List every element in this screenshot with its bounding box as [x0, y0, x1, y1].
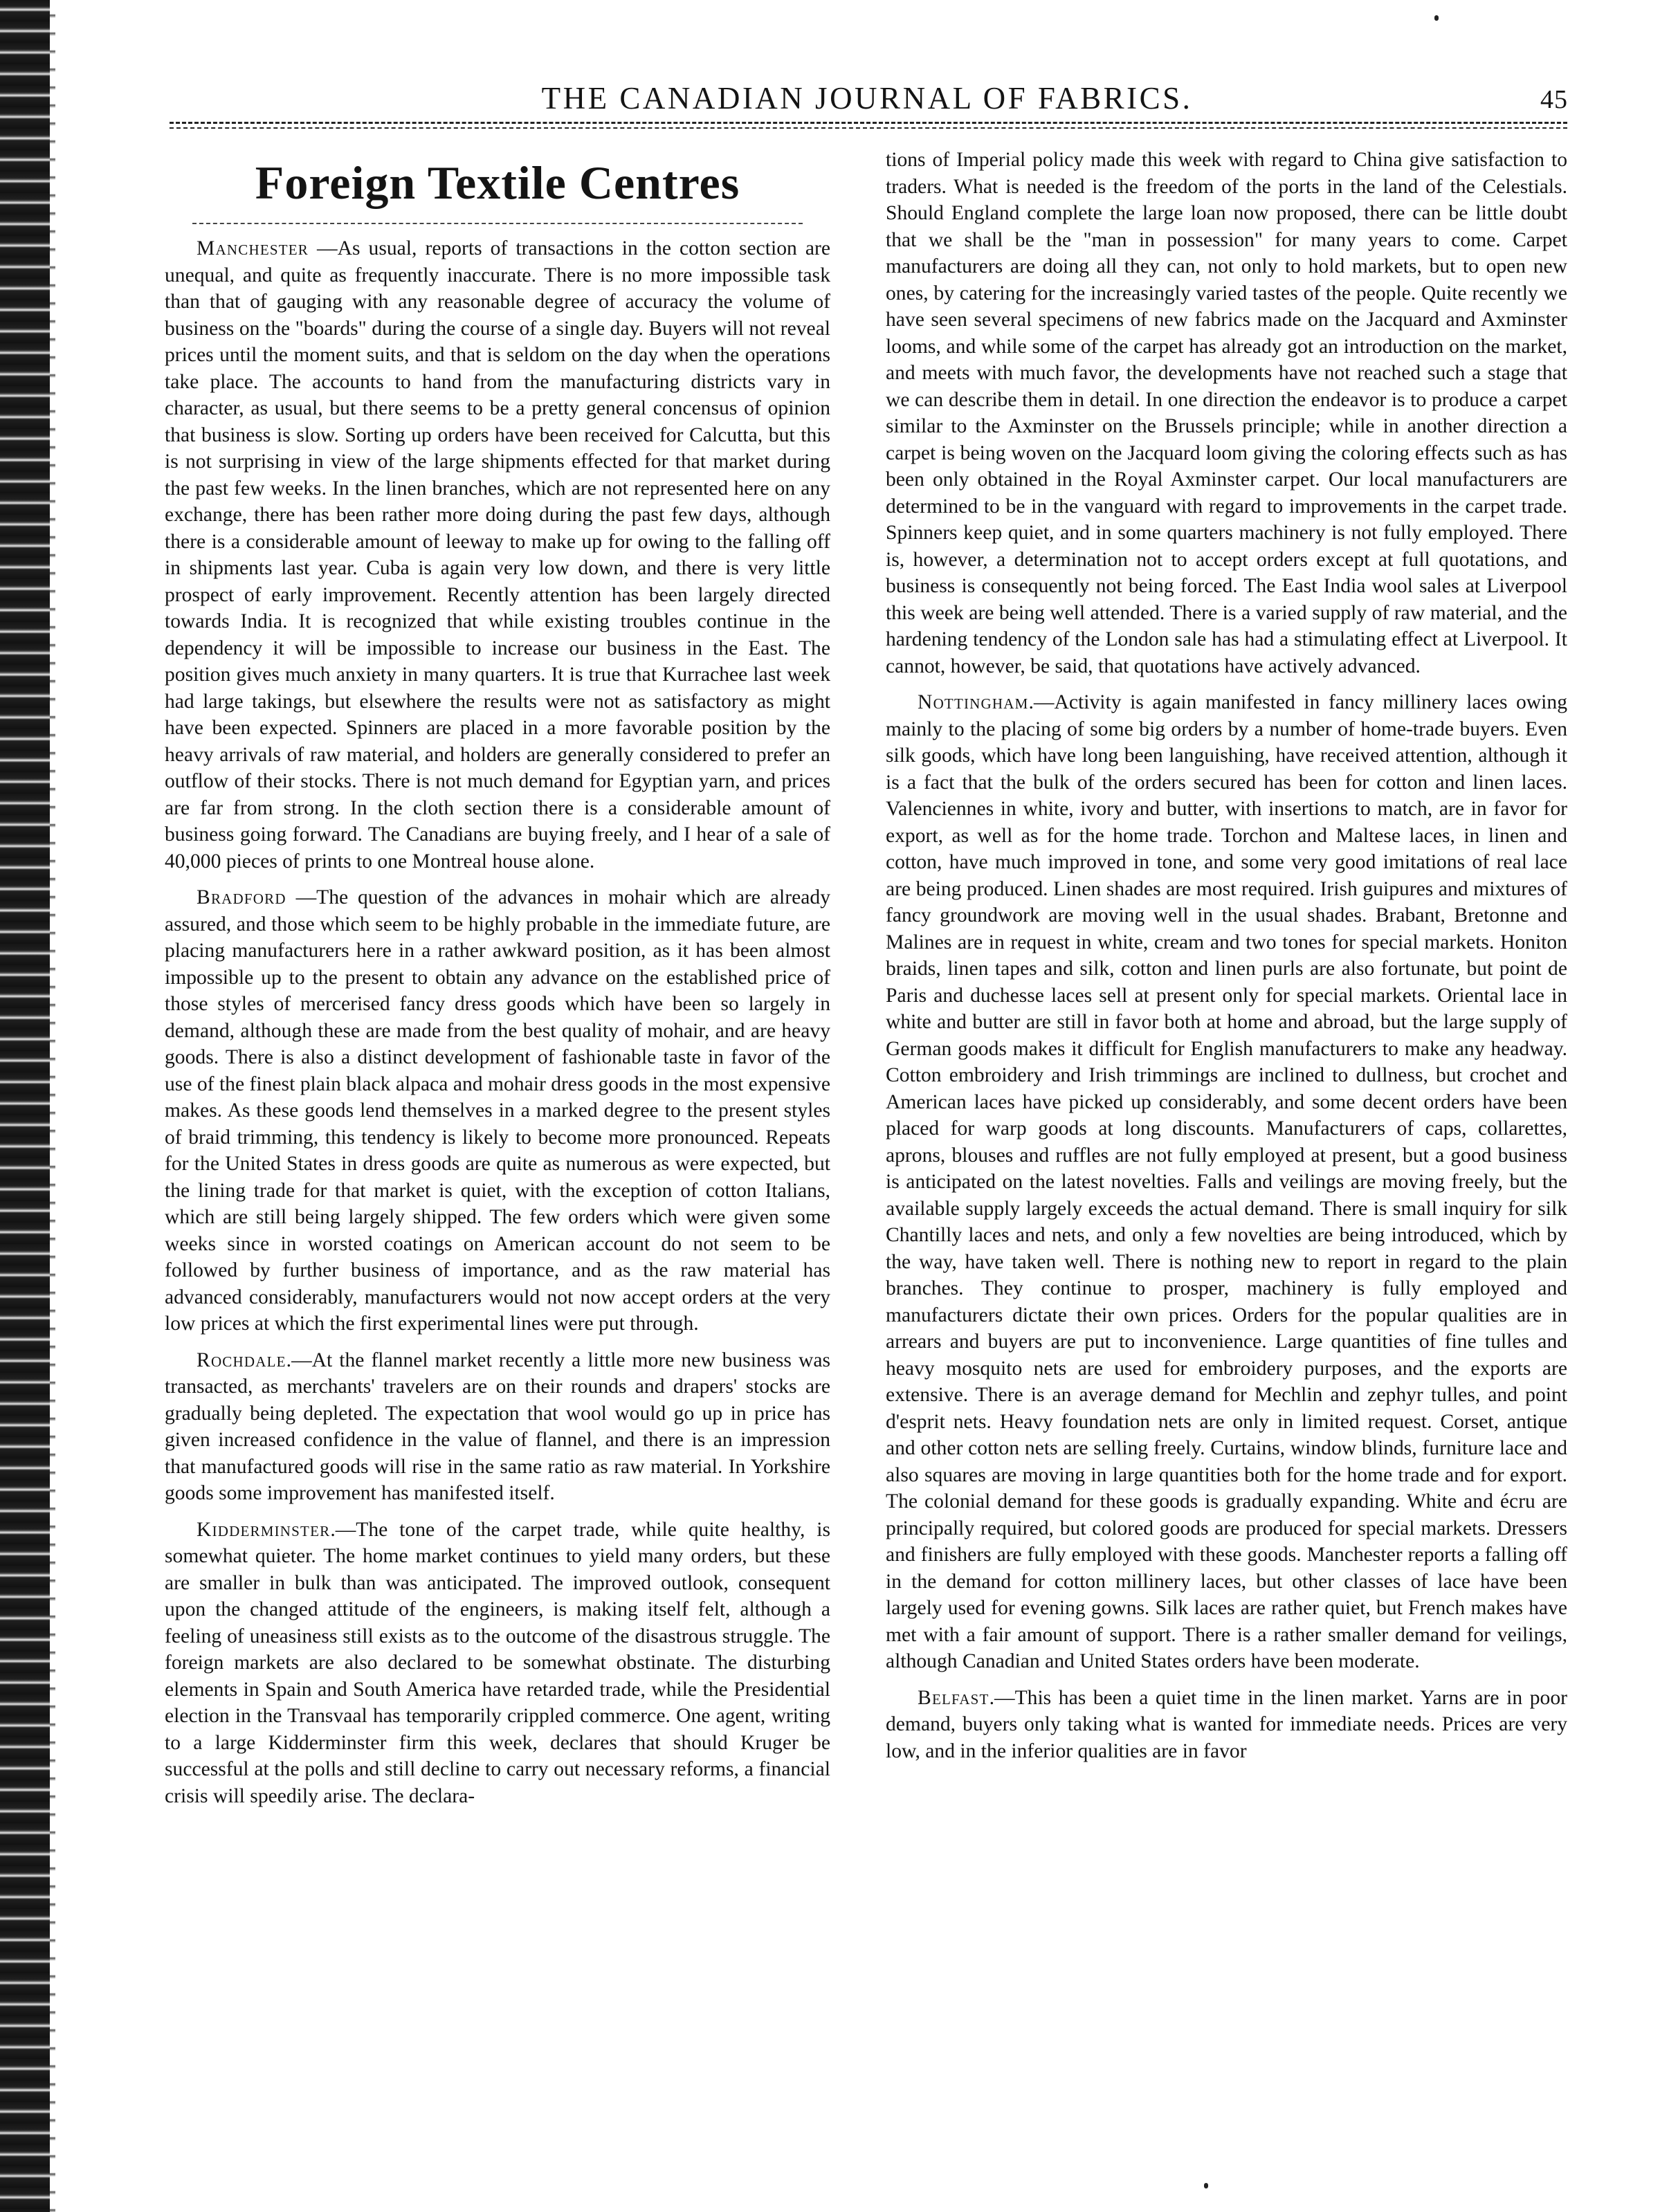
- scan-speck: [1434, 15, 1439, 21]
- header-rule-secondary: [170, 127, 1567, 129]
- journal-title: THE CANADIAN JOURNAL OF FABRICS.: [541, 81, 1193, 116]
- paragraph-belfast: [886, 1685, 1567, 1765]
- paragraph-text: —The question of the advances in mohair which are already assured, and those which seem to be highly probable in the immediate future, are placing manufacturers here in a rather awkward position, as it has been almost impossible up to the present to obtain any advance on the established price of those styles of mercerised fancy dress goods which have been so largely in demand, although these are made from the best quality of mohair, and are heavy goods. There is also a distinct development of fashionable taste in favor of the use of the finest plain black alpaca and mohair dress goods in the most expensive makes. As these goods lend themselves in a marked degree to the present styles of braid trimming, this tendency is likely to become more pronounced. Repeats for the United States in dress goods are quite as numerous as were expected, but the lining trade for that market is quiet, with the exception of cotton Italians, which are still being largely shipped. The few orders which were given some weeks since in worsted coatings on American account do not seem to be followed by further business of importance, and as the raw material has advanced considerably, manufacturers would not now accept orders at the very low prices at which the first experimental lines were put through.: [165, 886, 830, 1335]
- left-column: [165, 145, 830, 1819]
- paragraph-nottingham: [886, 689, 1567, 1675]
- place-name: Belfast: [918, 1686, 989, 1709]
- header-rule: [170, 122, 1567, 124]
- paragraph-manchester: [165, 235, 830, 875]
- scanned-binding-edge: [0, 0, 50, 2212]
- paragraph-kidderminster-continued: [886, 147, 1567, 679]
- paragraph-text: .—This has been a quiet time in the linen market. Yarns are in poor demand, buyers only taking what is wanted for immediate needs. Prices are very low, and in the inferior qualities are in favor: [886, 1686, 1567, 1762]
- place-name: Rochdale: [197, 1349, 286, 1371]
- section-title: Foreign Textile Centres: [255, 156, 740, 209]
- paragraph-text: tions of Imperial policy made this week with regard to China give satisfaction to traders. What is needed is the freedom of the ports in the land of the Celestials. Should England complete the large loan now proposed, there can be little doubt that we shall be the "man in possession" for many years to come. Carpet manufacturers are doing all they can, not only to hold markets, but to open new ones, by catering for the increasingly varied tastes of the people. Quite recently we have seen several specimens of new fabrics made on the Jacquard and Axminster looms, and while some of the carpet has already got an introduction on the market, and meets with much favor, the developments have not reached such a stage that we can describe them in detail. In one direction the endeavor is to produce a carpet similar to the Axminster on the Brussels principle; while in another direction a carpet is being woven on the Jacquard loom giving the coloring effects such as has been only obtained in the Royal Axminster carpet. Our local manufacturers are determined to be in the vanguard with regard to improvements in the carpet trade. Spinners keep quiet, and in some quarters machinery is not fully employed. There is, however, a determination not to accept orders except at full quotations, and business is consequently not being forced. The East India wool sales at Liverpool this week are being well attended. There is a varied supply of raw material, and the hardening tendency of the London sale has had a stimulating effect at Liverpool. It cannot, however, be said, that quotations have actively advanced.: [886, 149, 1567, 677]
- paragraph-rochdale: [165, 1347, 830, 1507]
- paragraph-bradford: [165, 884, 830, 1337]
- right-column: [886, 147, 1567, 1774]
- page-number: 45: [1540, 85, 1568, 114]
- paragraph-text: —As usual, reports of transactions in the cotton section are unequal, and quite as frequently inaccurate. There is no more impossible task than that of gauging with any reasonable degree of accuracy the volume of business on the "boards" during the course of a single day. Buyers will not reveal prices until the moment suits, and that is seldom on the day when the operations take place. The accounts to hand from the manufacturing districts vary in character, as usual, but there seems to be a pretty general concensus of opinion that business is slow. Sorting up orders have been received for Calcutta, but this is not surprising in view of the large shipments effected for that market during the past few weeks. In the linen branches, which are not represented here on any exchange, there has been rather more doing during the past few days, although there is a considerable amount of leeway to make up for owing to the falling off in shipments last year. Cuba is again very low down, and there is very little prospect of early improvement. Recently attention has been largely directed towards India. It is recognized that while existing troubles continue in the dependency it will be impossible to increase our business in the East. The position gives much anxiety in many quarters. It is true that Kurrachee last week had large takings, but elsewhere the results were not as satisfactory as might have been expected. Spinners are placed in a more favorable position by the heavy arrivals of raw material, and holders are generally considered to prefer an outflow of their stocks. There is not much demand for Egyptian yarn, and prices are far from strong. In the cloth section there is a considerable amount of business going forward. The Canadians are buying freely, and I hear of a sale of 40,000 pieces of prints to one Montreal house alone.: [165, 237, 830, 872]
- scan-speck: [1204, 2183, 1208, 2188]
- place-name: Kidderminster: [197, 1518, 331, 1541]
- title-rule: [192, 223, 803, 224]
- paragraph-text: .—The tone of the carpet trade, while quite healthy, is somewhat quieter. The home market continues to yield many orders, but these are smaller in bulk than was anticipated. The improved outlook, consequent upon the changed attitude of the engineers, is making itself felt, although a feeling of uneasiness still exists as to the outcome of the disastrous struggle. The foreign markets are also declared to be somewhat obstinate. The disturbing elements in Spain and South America have retarded trade, while the Presidential election in the Transvaal has temporarily crippled commerce. One agent, writing to a large Kidderminster firm this week, declares that should Kruger be successful at the polls and still decline to carry out necessary reforms, a financial crisis will speedily arise. The declara-: [165, 1518, 830, 1807]
- place-name: Bradford: [197, 886, 286, 908]
- place-name: Manchester: [197, 237, 309, 259]
- paragraph-kidderminster: [165, 1517, 830, 1810]
- place-name: Nottingham: [918, 691, 1029, 713]
- running-header: [166, 68, 1568, 116]
- paragraph-text: .—Activity is again manifested in fancy millinery laces owing mainly to the placing of some big orders by a number of home-trade buyers. Even silk goods, which have long been languishing, have received attention, although it is a fact that the bulk of the orders secured has been for cotton and linen laces. Valenciennes in white, ivory and butter, with insertions to match, are in favor for export, as well as for the home trade. Torchon and Maltese laces, in linen and cotton, have much improved in tone, and some very good imitations of real lace are being produced. Linen shades are most required. Irish guipures and mixtures of fancy groundwork are moving well in the usual shades. Brabant, Bretonne and Malines are in request in white, cream and two tones for special markets. Honiton braids, linen tapes and silk, cotton and linen purls are also fortunate, but point de Paris and duchesse laces sell at present only for special markets. Oriental lace in white and butter are still in favor both at home and abroad, but the large supply of German goods makes it difficult for English manufacturers to make any headway. Cotton embroidery and Irish trimmings are inclined to dullness, but crochet and American laces have picked up considerably, and some decent orders have been placed for warp goods at long discounts. Manufacturers of caps, collarettes, aprons, blouses and ruffles are not fully employed at present, but a good business is anticipated on the latest novelties. Falls and veilings are moving freely, but the available supply largely exceeds the actual demand. There is small inquiry for silk Chantilly laces and nets, and only a few novelties are being introduced, which by the way, have taken well. There is nothing new to report in regard to the plain branches. They continue to prosper, machinery is fully employed and manufacturers dictate their own prices. Orders for the popular qualities are in arrears and buyers are put to inconvenience. Large quantities of fine tulles and heavy mosquito nets are used for embroidery purposes, and the exports are extensive. There is an average demand for Mechlin and zephyr tulles, and point d'esprit nets. Heavy foundation nets are only in limited request. Corset, antique and other cotton nets are selling freely. Curtains, window blinds, furniture lace and also squares are moving in large quantities both for the home trade and for export. The colonial demand for these goods is gradually expanding. White and écru are principally required, but colored goods are produced for special markets. Dressers and finishers are fully employed with these goods. Manchester reports a falling off in the demand for cotton millinery laces, but other classes of lace have been largely used for evening gowns. Silk laces are rather quiet, but French makes have met with a fair amount of support. There is a rather smaller demand for veilings, although Canadian and United States orders have been moderate.: [886, 691, 1567, 1672]
- paragraph-text: .—At the flannel market recently a little more new business was transacted, as merchants' travelers are on their rounds and drapers' stocks are gradually being depleted. The expectation that wool would go up in price has given increased confidence in the value of flannel, and there is an impression that manufactured goods will rise in the same ratio as raw material. In Yorkshire goods some improvement has manifested itself.: [165, 1349, 830, 1504]
